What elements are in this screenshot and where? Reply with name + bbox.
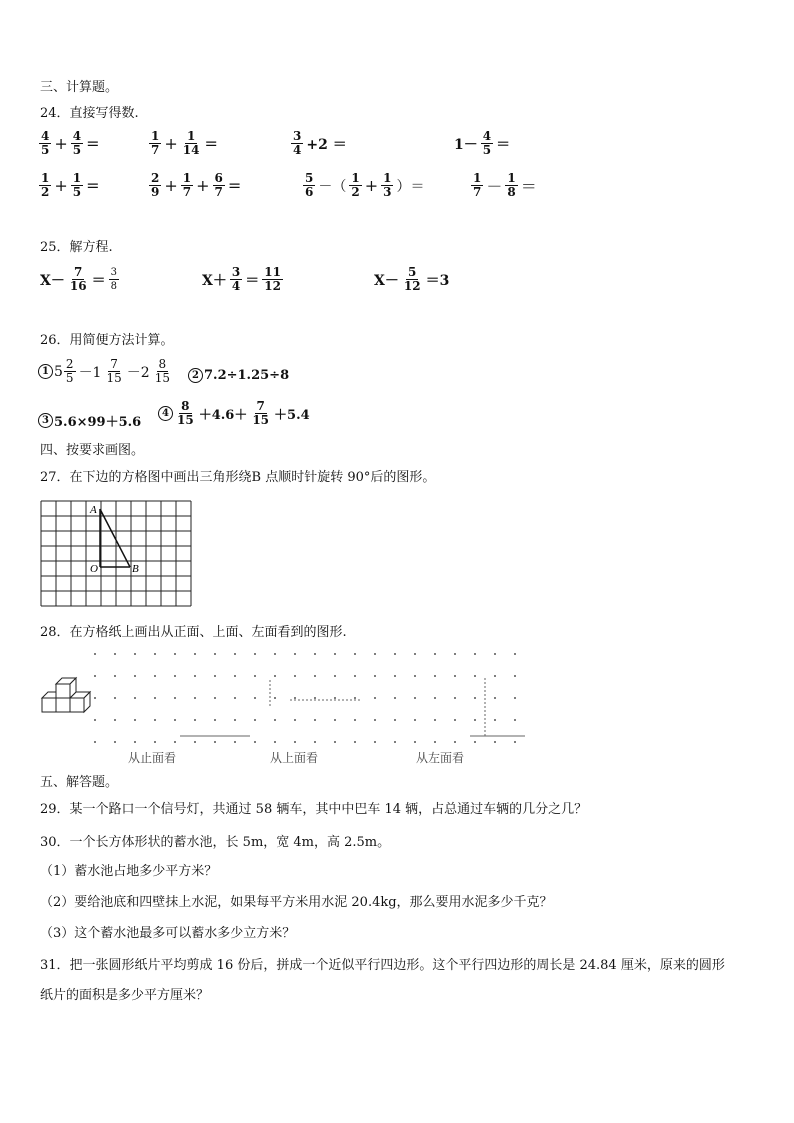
q30-title: 30．一个长方体形状的蓄水池，长 5m，宽 4m，高 2.5m。	[40, 835, 391, 850]
grid-dot	[134, 675, 136, 677]
grid-dot	[374, 653, 376, 655]
grid-dot	[294, 741, 296, 743]
grid-dot	[134, 719, 136, 721]
grid-dot	[394, 653, 396, 655]
grid-dot	[174, 719, 176, 721]
grid-dot	[454, 697, 456, 699]
q30-part-2: （2）要给池底和四壁抹上水泥，如果每平方米用水泥 20.4kg，那么要用水泥多少千克？	[40, 895, 553, 910]
grid-dot	[214, 697, 216, 699]
grid-dot	[334, 675, 336, 677]
grid-dot	[194, 697, 196, 699]
grid-dot	[514, 697, 516, 699]
grid-dot	[314, 719, 316, 721]
section-4-title: 四、按要求画图。	[40, 443, 145, 458]
grid-dot	[94, 653, 96, 655]
grid-dot	[474, 653, 476, 655]
grid-dot	[434, 653, 436, 655]
grid-dot	[374, 697, 376, 699]
grid-dot	[114, 653, 116, 655]
grid-dot	[294, 653, 296, 655]
grid-dot	[494, 741, 496, 743]
q29-text: 29．某一个路口一个信号灯，共通过 58 辆车，其中中巴车 14 辆，占总通过车辆的几分之几？	[40, 802, 588, 817]
grid-dot	[154, 675, 156, 677]
caption-front-view: 从止面看	[128, 751, 177, 765]
grid-dot	[94, 741, 96, 743]
grid-dot	[234, 675, 236, 677]
grid-dot	[374, 719, 376, 721]
label-a: A	[90, 504, 97, 516]
q27-title: 27．在下边的方格图中画出三角形绕B 点顺时针旋转 90°后的图形。	[40, 470, 436, 485]
grid-dot	[334, 719, 336, 721]
grid-dot	[354, 697, 356, 699]
grid-dot	[274, 719, 276, 721]
grid-dot	[414, 697, 416, 699]
grid-dot	[494, 675, 496, 677]
q27-grid	[40, 500, 192, 608]
grid-dot	[174, 697, 176, 699]
q24-expr-8: $\frac{1}{7}$ － $\frac{1}{8}$ ＝	[473, 171, 537, 199]
grid-dot	[514, 719, 516, 721]
grid-dot	[274, 697, 276, 699]
q24-expr-4: 1－ $\frac{4}{5}$ ＝	[454, 129, 511, 157]
grid-dot	[494, 697, 496, 699]
grid-dot	[214, 653, 216, 655]
grid-dot	[314, 697, 316, 699]
grid-dot	[354, 675, 356, 677]
triangle-side-ab	[100, 509, 130, 567]
q30-part-3: （3）这个蓄水池最多可以蓄水多少立方米？	[40, 926, 296, 941]
grid-dot	[514, 675, 516, 677]
q24-expr-5: $\frac{1}{2}$ + $\frac{1}{5}$ =	[41, 171, 100, 199]
grid-dot	[294, 719, 296, 721]
grid-dot	[314, 741, 316, 743]
grid-dot	[94, 719, 96, 721]
grid-dot	[274, 741, 276, 743]
grid-dot	[394, 741, 396, 743]
grid-dot	[414, 741, 416, 743]
grid-dot	[414, 653, 416, 655]
grid-dot	[114, 719, 116, 721]
q26-title: 26．用简便方法计算。	[40, 333, 174, 348]
grid-dot	[234, 697, 236, 699]
grid-dot	[194, 719, 196, 721]
q25-eq-1: X－ $\frac{7}{16}$ ＝ $\frac{3}{8}$	[40, 265, 117, 293]
grid-dot	[434, 741, 436, 743]
grid-dot	[174, 741, 176, 743]
grid-dot	[414, 675, 416, 677]
caption-left-view: 从左面看	[416, 751, 465, 765]
grid-dot	[214, 741, 216, 743]
q24-expr-1: $\frac{4}{5}$ + $\frac{4}{5}$ =	[41, 129, 100, 157]
grid-dot	[434, 697, 436, 699]
grid-dot	[114, 741, 116, 743]
grid-dot	[194, 741, 196, 743]
grid-dot	[254, 741, 256, 743]
grid-dot	[454, 741, 456, 743]
grid-dot	[294, 697, 296, 699]
grid-dot	[334, 697, 336, 699]
grid-dot	[334, 653, 336, 655]
grid-dot	[174, 653, 176, 655]
q26-expr-1: 1 5 $\frac{2}{5}$ －1 $\frac{7}{15}$ －2 $\frac{8}{15}$	[38, 358, 173, 385]
grid-dot	[134, 697, 136, 699]
caption-top-view: 从上面看	[270, 751, 319, 765]
grid-dot	[114, 675, 116, 677]
grid-dot	[434, 719, 436, 721]
grid-dot	[134, 741, 136, 743]
grid-dot	[254, 719, 256, 721]
grid-dot	[394, 675, 396, 677]
grid-dot	[234, 719, 236, 721]
grid-dot	[294, 675, 296, 677]
grid-dot	[234, 653, 236, 655]
label-o: O	[90, 563, 98, 575]
q25-eq-3: X－ $\frac{5}{12}$ ＝3	[374, 265, 450, 293]
grid-dot	[414, 719, 416, 721]
q24-expr-2: $\frac{1}{7}$ + $\frac{1}{14}$ =	[151, 129, 218, 157]
grid-dot	[214, 719, 216, 721]
grid-dot	[154, 653, 156, 655]
q26-expr-4: 4 $\frac{8}{15}$ ＋4.6＋ $\frac{7}{15}$ ＋5.4	[158, 400, 312, 427]
grid-dot	[494, 653, 496, 655]
grid-dot	[274, 653, 276, 655]
grid-dot	[354, 653, 356, 655]
q30-part-1: （1）蓄水池占地多少平方米？	[40, 864, 218, 879]
q24-expr-3: $\frac{3}{4}$ +2 ＝	[293, 129, 347, 157]
q31-line-1: 31．把一张圆形纸片平均剪成 16 份后，拼成一个近似平行四边形。这个平行四边形的周长是 24.84 厘米，原来的圆形	[40, 958, 725, 973]
grid-dot	[254, 653, 256, 655]
grid-dot	[234, 741, 236, 743]
grid-dot	[474, 675, 476, 677]
grid-dot	[154, 741, 156, 743]
label-b: B	[132, 563, 139, 575]
grid-dot	[254, 675, 256, 677]
grid-dot	[214, 675, 216, 677]
grid-dot	[474, 697, 476, 699]
q24-expr-7: $\frac{5}{6}$ －（ $\frac{1}{2}$ + $\frac{1}{3}$ ）＝	[305, 171, 425, 199]
grid-dot	[314, 653, 316, 655]
q25-title: 25．解方程.	[40, 240, 113, 255]
grid-dot	[154, 719, 156, 721]
q28-title: 28．在方格纸上画出从正面、上面、左面看到的图形.	[40, 625, 347, 640]
grid-dot	[434, 675, 436, 677]
grid-dot	[514, 653, 516, 655]
grid-dot	[454, 719, 456, 721]
grid-dot	[194, 675, 196, 677]
grid-dot	[94, 697, 96, 699]
grid-dot	[114, 697, 116, 699]
grid-dot	[454, 675, 456, 677]
grid-dot	[454, 653, 456, 655]
q26-expr-3: 3 5.6×99＋5.6	[38, 411, 141, 430]
grid-dot	[514, 741, 516, 743]
grid-dot	[254, 697, 256, 699]
grid-dot	[314, 675, 316, 677]
grid-dot	[154, 697, 156, 699]
grid-dot	[474, 719, 476, 721]
grid-dot	[274, 675, 276, 677]
grid-dot	[194, 653, 196, 655]
grid-dot	[494, 719, 496, 721]
grid-dot	[134, 653, 136, 655]
grid-dot	[334, 741, 336, 743]
grid-dot	[394, 697, 396, 699]
cube-stack-figure	[40, 676, 92, 716]
grid-dot	[174, 675, 176, 677]
grid-dot	[474, 741, 476, 743]
section-3-title: 三、计算题。	[40, 80, 119, 95]
grid-dot	[354, 741, 356, 743]
section-5-title: 五、解答题。	[40, 775, 119, 790]
q25-eq-2: X＋ $\frac{3}{4}$ ＝ $\frac{11}{12}$	[202, 265, 281, 293]
q26-expr-2: 2 7.2÷1.25÷8	[188, 368, 289, 383]
grid-dot	[394, 719, 396, 721]
grid-dot	[374, 675, 376, 677]
grid-dot	[94, 675, 96, 677]
grid-dot	[354, 719, 356, 721]
dot-grid-paper	[90, 648, 530, 746]
q24-title: 24．直接写得数.	[40, 106, 139, 121]
q31-line-2: 纸片的面积是多少平方厘米？	[40, 988, 210, 1003]
q24-expr-6: $\frac{2}{9}$ + $\frac{1}{7}$ + $\frac{6}{7}$ =	[151, 171, 242, 199]
grid-dot	[374, 741, 376, 743]
